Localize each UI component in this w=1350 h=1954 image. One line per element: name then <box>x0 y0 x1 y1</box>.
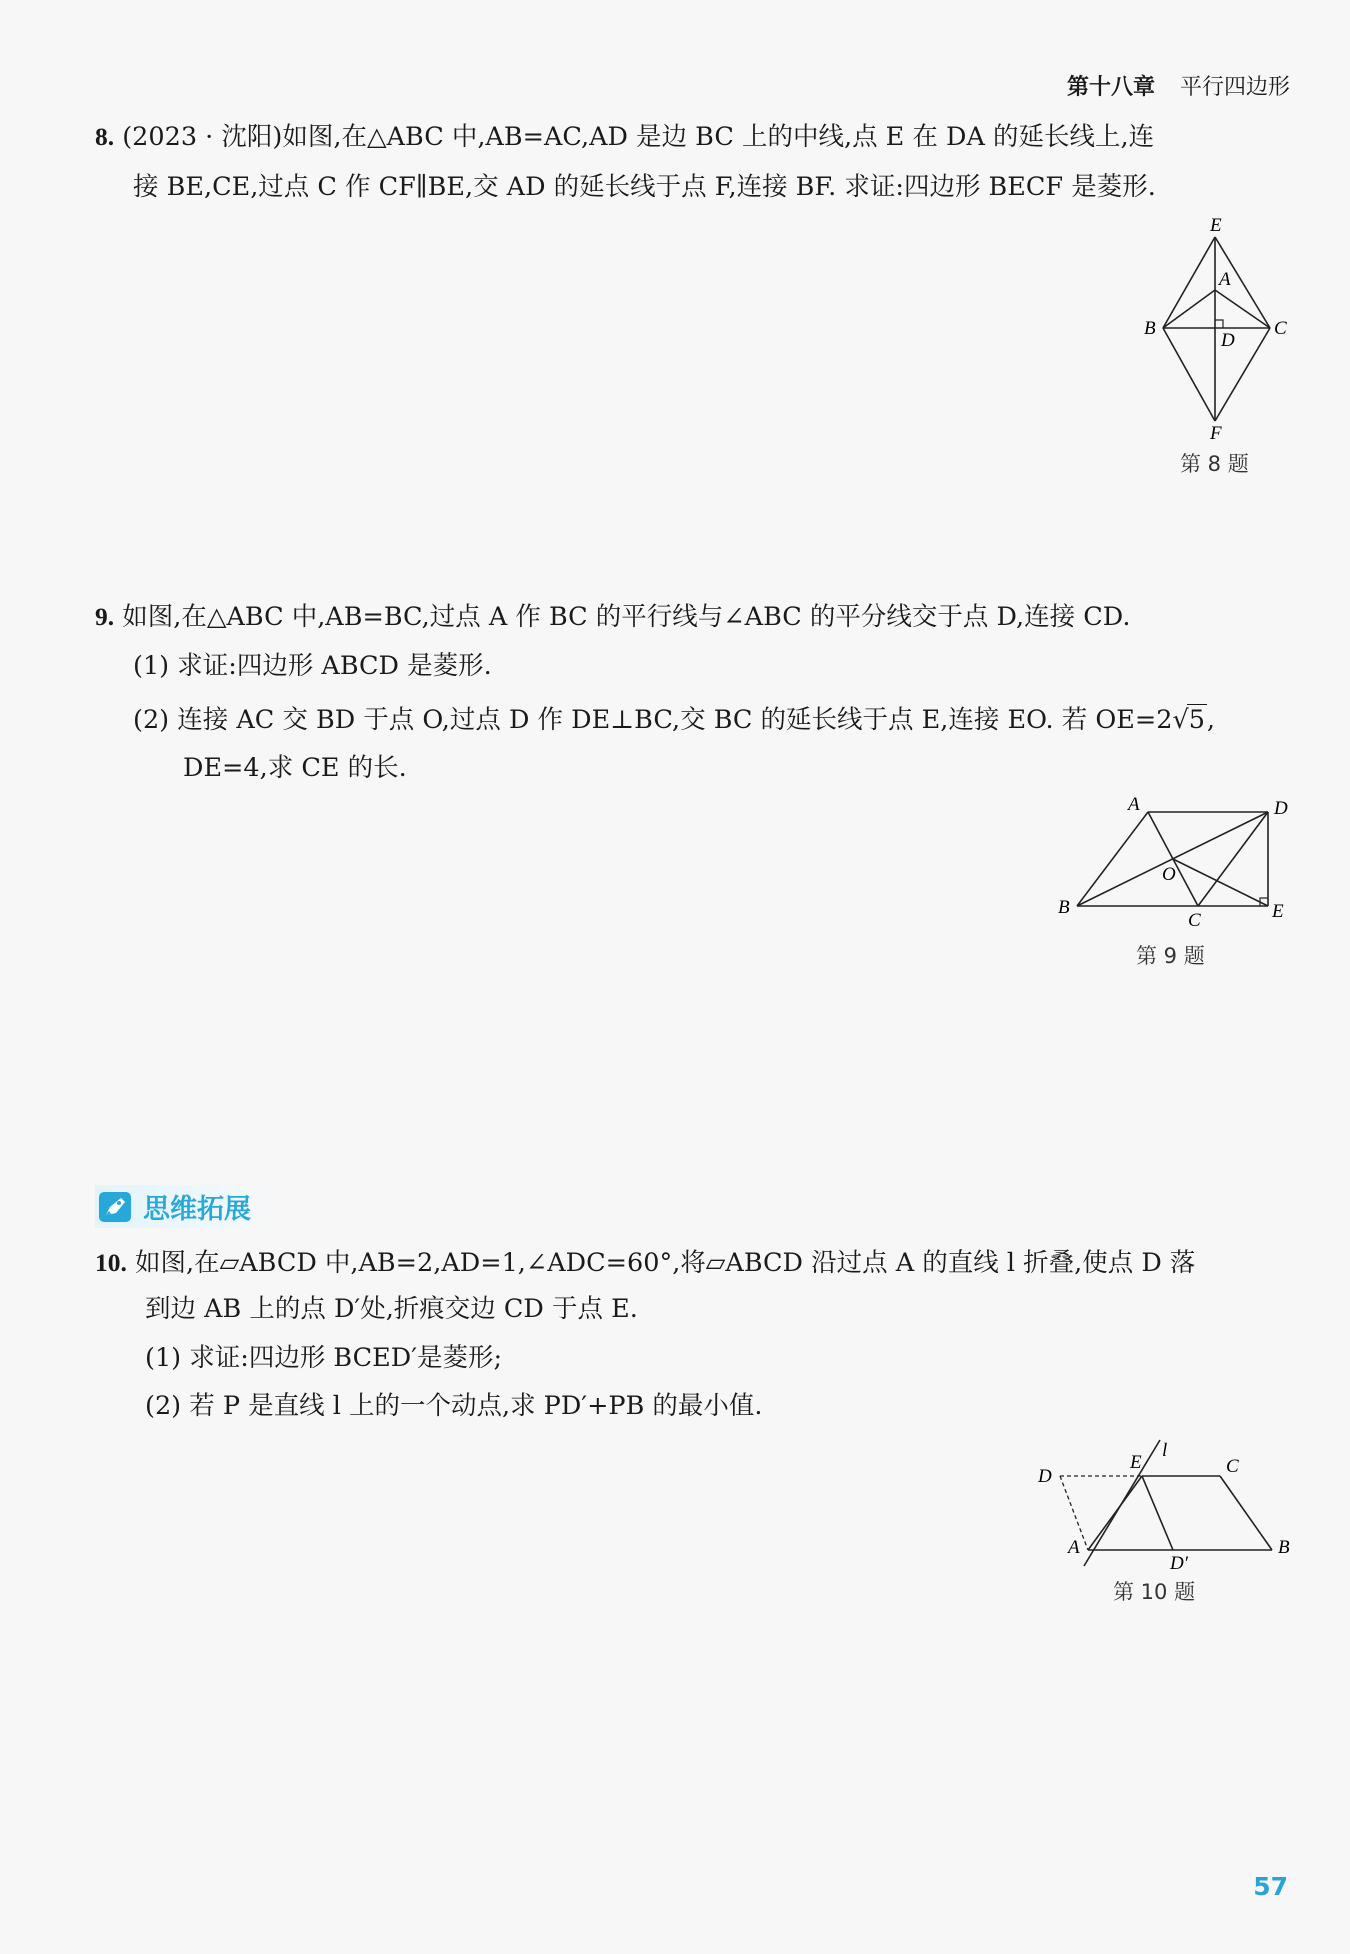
q8-text-line2: 接 BE,CE,过点 C 作 CF∥BE,交 AD 的延长线于点 F,连接 BF. 求证:四边形 BECF 是菱形. <box>133 172 1156 202</box>
q9-part2-comma: , <box>1206 705 1216 735</box>
q8-source: (2023 · 沈阳) <box>122 122 283 152</box>
q8-label-F: F <box>1210 423 1222 444</box>
q9-line1 <box>95 594 1130 640</box>
q10-part1: (1) 求证:四边形 BCED′是菱形; <box>145 1343 503 1373</box>
section-title-text: 思维拓展 <box>143 1194 251 1225</box>
q10-label-D: D <box>1038 1466 1052 1487</box>
q9-figure <box>1050 795 1300 930</box>
chapter-header <box>1067 70 1290 101</box>
q9-label-E: E <box>1272 901 1284 922</box>
rocket-pencil-icon <box>97 1189 135 1225</box>
q9-part2-line2: DE=4,求 CE 的长. <box>183 753 407 783</box>
q10-text-line2: 到边 AB 上的点 D′处,折痕交边 CD 于点 E. <box>145 1294 638 1324</box>
q8-label-B: B <box>1144 318 1156 339</box>
q10-line1 <box>95 1240 1195 1286</box>
q8-text-line1: 如图,在△ABC 中,AB=AC,AD 是边 BC 上的中线,点 E 在 DA 的延长线上,连 <box>282 122 1155 152</box>
q9-caption: 第 9 题 <box>1136 944 1205 968</box>
q9-sqrt: √5 <box>1172 705 1205 735</box>
q9-sqrt-value: 5 <box>1188 705 1205 735</box>
q8-figure <box>1130 215 1290 475</box>
q10-part2: (2) 若 P 是直线 l 上的一个动点,求 PD′+PB 的最小值. <box>145 1391 763 1421</box>
q9-label-O: O <box>1162 864 1176 885</box>
q8-label-D: D <box>1221 330 1235 351</box>
q9-number: 9. <box>95 602 115 631</box>
q10-label-Dprime: D′ <box>1170 1553 1188 1574</box>
q9-label-D: D <box>1274 798 1288 819</box>
q10-label-A: A <box>1068 1537 1080 1558</box>
q9-part2-text: (2) 连接 AC 交 BD 于点 O,过点 D 作 DE⊥BC,交 BC 的延长线于点 E,连接 EO. 若 OE=2 <box>133 705 1173 735</box>
q8-label-A: A <box>1219 269 1231 290</box>
q9-part2-line1 <box>133 697 1215 743</box>
page-number: 57 <box>1253 1872 1288 1901</box>
q8-label-C: C <box>1274 318 1287 339</box>
q10-figure <box>1030 1435 1300 1575</box>
q8-number: 8. <box>95 122 115 151</box>
q9-label-C: C <box>1188 910 1201 930</box>
q9-label-A: A <box>1128 795 1140 815</box>
q9-text-line1: 如图,在△ABC 中,AB=BC,过点 A 作 BC 的平行线与∠ABC 的平分线交于点 D,连接 CD. <box>122 602 1131 632</box>
section-header <box>95 1185 269 1228</box>
q10-number: 10. <box>95 1248 127 1277</box>
q10-label-B: B <box>1278 1537 1290 1558</box>
q8-line1 <box>95 114 1154 160</box>
q9-label-B: B <box>1058 897 1070 918</box>
q10-text-line1: 如图,在▱ABCD 中,AB=2,AD=1,∠ADC=60°,将▱ABCD 沿过点 A 的直线 l 折叠,使点 D 落 <box>134 1248 1196 1278</box>
q10-label-l: l <box>1162 1440 1168 1461</box>
q10-label-C: C <box>1226 1456 1239 1477</box>
q8-caption: 第 8 题 <box>1180 452 1249 476</box>
q10-caption: 第 10 题 <box>1113 1580 1196 1604</box>
chapter-number: 第十八章 <box>1066 75 1155 100</box>
q8-label-E: E <box>1210 215 1222 236</box>
q10-label-E: E <box>1130 1452 1142 1473</box>
chapter-title: 平行四边形 <box>1179 75 1290 100</box>
q9-part1: (1) 求证:四边形 ABCD 是菱形. <box>133 651 492 681</box>
